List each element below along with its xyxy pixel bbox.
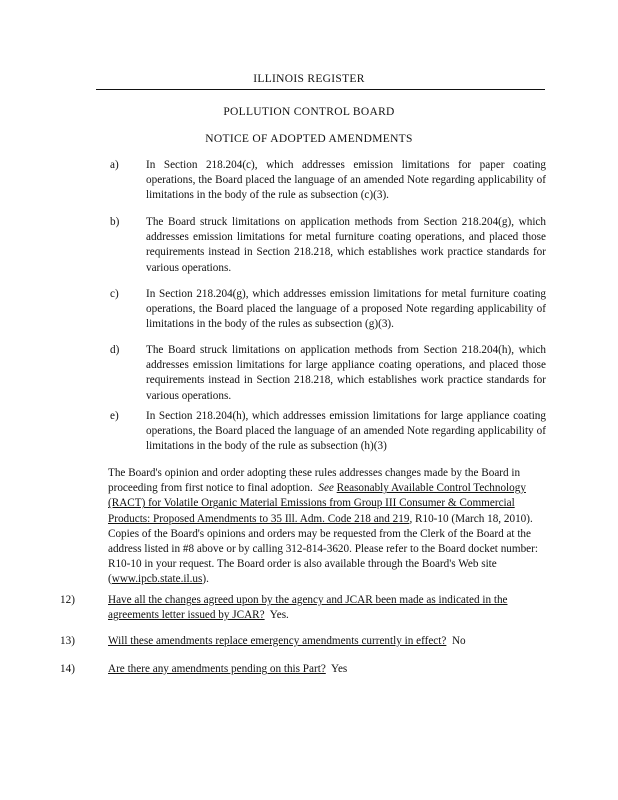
case-title: Reasonably Available Control Technology (RACT) for Volatile Organic Material Emissions from Group III Consumer & Commercial Products: Proposed Amendments to 35 Ill. Adm. Code 218 and 219 <box>108 482 526 525</box>
item-text: In Section 218.204(h), which addresses emission limitations for large appliance coating operations, the Board placed the language of an amended Note regarding applicability of limitations in the body of the rule as subsection (h)(3) <box>146 410 546 453</box>
list-item-b <box>96 215 546 276</box>
item-label: c) <box>110 288 119 300</box>
item-label: e) <box>110 410 119 422</box>
question-text: Are there any amendments pending on this Part? <box>108 663 326 675</box>
question-answer: Yes <box>330 663 348 675</box>
header-rule <box>96 89 545 90</box>
board-website-link[interactable]: www.ipcb.state.il.us <box>111 573 203 586</box>
opinion-tail: ). <box>202 573 209 586</box>
item-label: a) <box>110 159 119 171</box>
opinion-lead: The Board's opinion and order adopting these rules addresses changes made by the Board in proceeding from first notice to final adoption. <box>108 467 521 495</box>
question-text: Have all the changes agreed upon by the agency and JCAR been made as indicated in the agreements letter issued by JCAR? <box>108 594 508 622</box>
list-item-c <box>96 287 546 333</box>
item-label: d) <box>110 344 120 356</box>
list-item-e <box>96 409 546 455</box>
list-item-a <box>96 158 546 204</box>
question-answer: No <box>451 635 466 647</box>
item-text: In Section 218.204(c), which addresses emission limitations for paper coating operations, the Board placed the language of an amended Note regarding applicability of limitations in the body of the rule as subsection (c)(3). <box>146 159 546 202</box>
register-header: ILLINOIS REGISTER <box>253 73 365 85</box>
notice-title: NOTICE OF ADOPTED AMENDMENTS <box>205 133 413 145</box>
list-item-d <box>96 343 546 404</box>
question-14 <box>60 662 546 677</box>
item-label: b) <box>110 216 120 228</box>
item-text: The Board struck limitations on application methods from Section 218.204(h), which addresses emission limitations for large appliance coating operations, and placed those requirements instead in Section 218.218, which establishes work practice standards for various operations. <box>146 344 546 402</box>
item-text: In Section 218.204(g), which addresses emission limitations for metal furniture coating operations, the Board placed the language of a proposed Note regarding applicability of limitations in the body of the rules as subsection (g)(3). <box>146 288 546 331</box>
question-12 <box>60 593 546 623</box>
case-citation: , R10-10 (March 18, 2010). Copies of the Board's opinions and orders may be requested from the Clerk of the Board at the address listed in #8 above or by calling 312-814-3620. Please refer to the Board docket number: R10-10 in your request. The Board order is also available through the Board's Web site ( <box>108 512 538 586</box>
question-number: 12) <box>60 594 75 606</box>
question-13 <box>60 634 546 649</box>
question-text: Will these amendments replace emergency amendments currently in effect? <box>108 635 447 647</box>
board-name: POLLUTION CONTROL BOARD <box>223 106 395 118</box>
question-number: 14) <box>60 663 75 675</box>
question-number: 13) <box>60 635 75 647</box>
question-answer: Yes. <box>269 609 289 622</box>
opinion-paragraph <box>108 466 546 588</box>
item-text: The Board struck limitations on application methods from Section 218.204(g), which addresses emission limitations for metal furniture coating operations, and placed those requirements instead in Section 218.218, which establishes work practice standards for various operations. <box>146 216 546 274</box>
see-signal: See <box>318 482 334 495</box>
